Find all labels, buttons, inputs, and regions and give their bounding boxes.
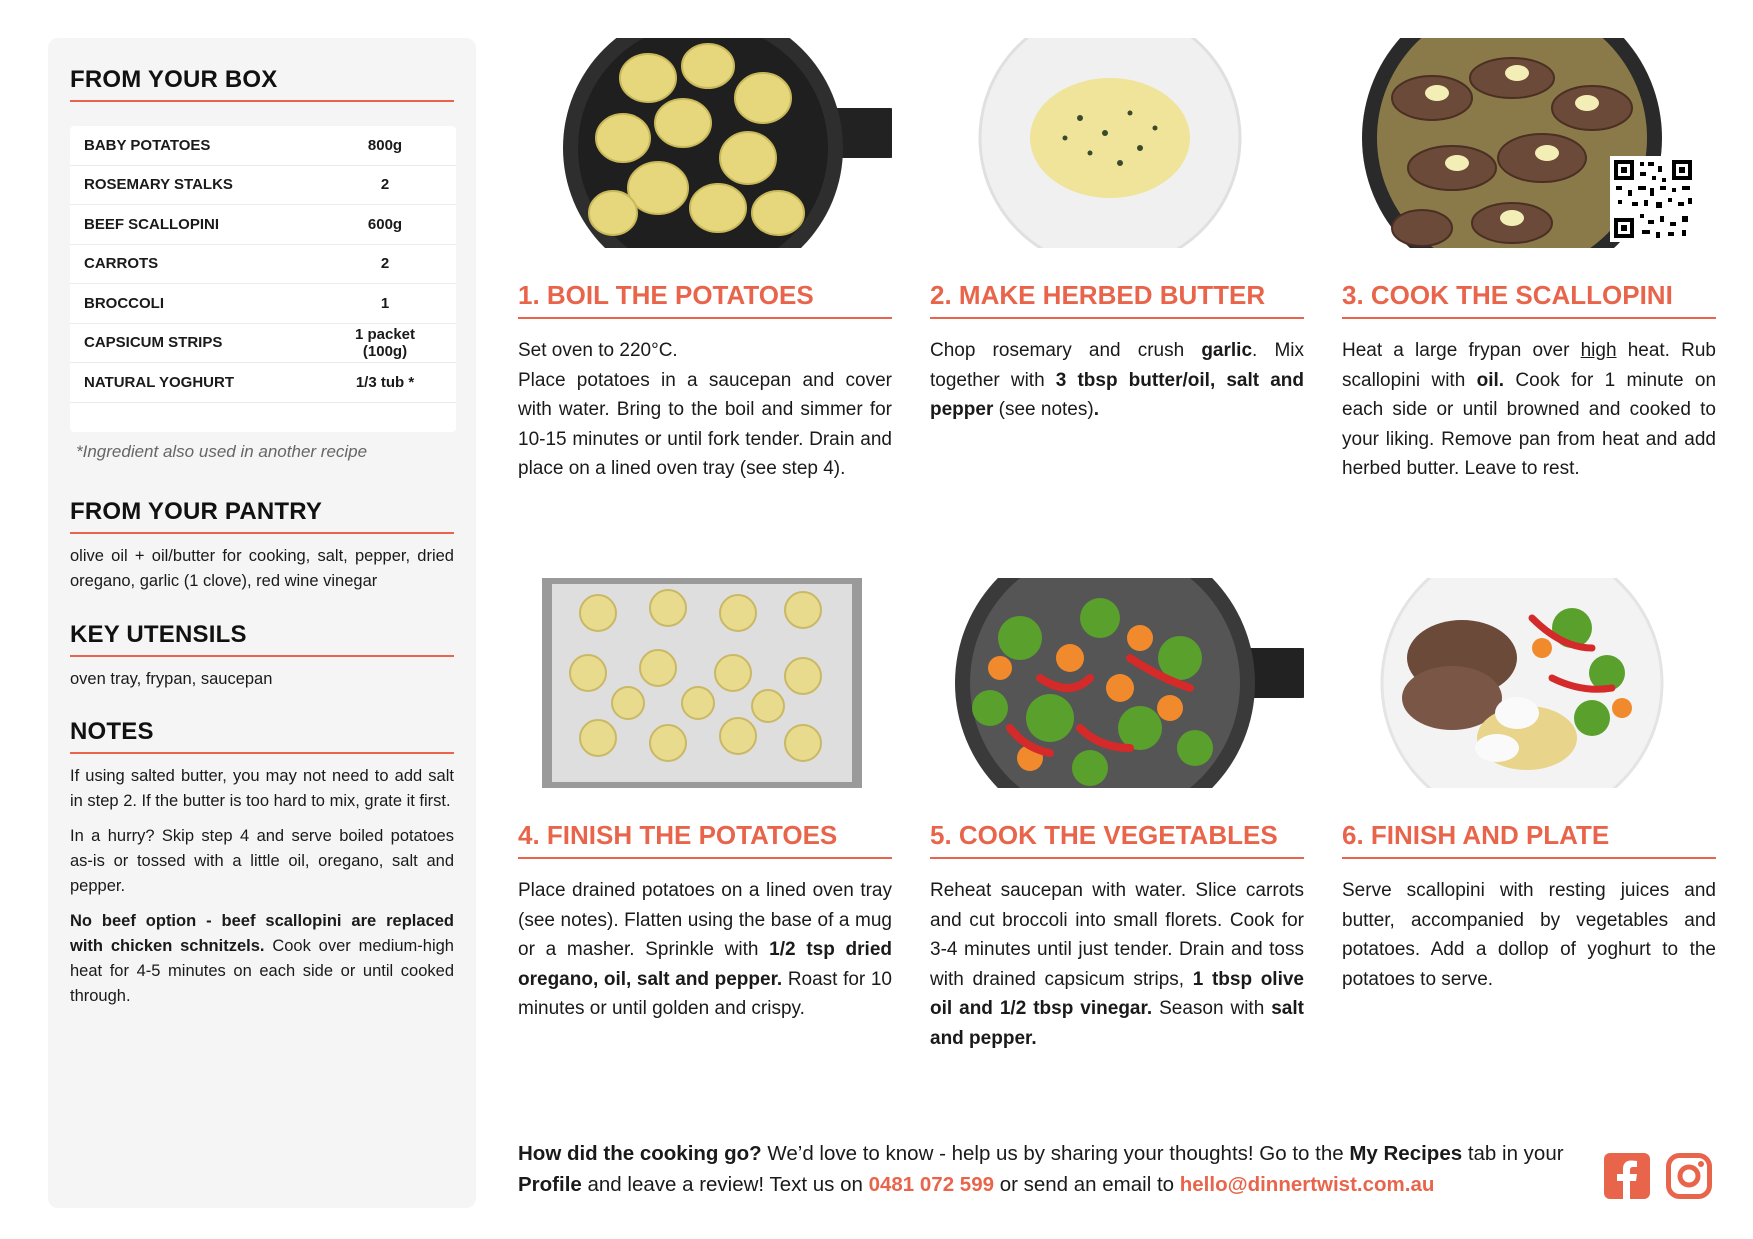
ingredient-name: ROSEMARY STALKS — [84, 176, 233, 194]
step2-bold-a: garlic — [1201, 340, 1253, 361]
step1-text-b: Place potatoes in a saucepan and cover with water. Bring to the boil and simmer for 10-15 minutes or until fork tender. Drain and place on a lined oven tray (see step 4). — [518, 369, 892, 479]
notes-title: NOTES — [70, 718, 454, 754]
ingredient-qty: 2 — [380, 176, 390, 194]
step3-text-a: Heat a large frypan over — [1342, 340, 1581, 361]
notes-p3-bold: No beef option - beef scallopini are replaced with chicken schnitzels. — [70, 912, 454, 955]
step1-text-a: Set oven to 220°C. — [518, 340, 678, 361]
footer-email-link[interactable]: hello@dinnertwist.com.au — [1179, 1173, 1435, 1196]
step2-text-b: . Mix together with — [930, 340, 1304, 391]
notes-section — [70, 718, 454, 1009]
qr-code-icon — [1610, 156, 1696, 242]
table-row — [70, 166, 456, 206]
footer-text-c: and leave a review! Text us on — [581, 1173, 869, 1196]
pantry-text: olive oil + oil/butter for cooking, salt, pepper, dried oregano, garlic (1 clove), red wine vinegar — [70, 547, 454, 590]
step2-bold-b: 3 tbsp butter/oil, salt and pepper — [930, 369, 1304, 420]
step2-title: 2. MAKE HERBED BUTTER — [930, 280, 1304, 319]
step5-title: 5. COOK THE VEGETABLES — [930, 820, 1304, 859]
step5-image — [930, 578, 1304, 788]
step6-text: Serve scallopini with resting juices and butter, accompanied by vegetables and potatoes. Add a dollop of yoghurt to the potatoes to serve. — [1342, 880, 1716, 990]
facebook-icon[interactable] — [1604, 1153, 1650, 1199]
notes-p3 — [70, 909, 454, 1009]
step3-text — [1342, 336, 1716, 484]
notes-p2: In a hurry? Skip step 4 and serve boiled potatoes as-is or tossed with a little oil, oregano, salt and pepper. — [70, 827, 454, 895]
step5-text-b: Season with — [1152, 998, 1272, 1019]
step2-text-a: Chop rosemary and crush — [930, 340, 1202, 361]
box-section — [70, 66, 454, 102]
step2-text — [930, 336, 1304, 425]
table-row — [70, 284, 456, 324]
ingredient-name: BROCCOLI — [84, 294, 164, 312]
step3-text-c: Cook for 1 minute on each side or until browned and cooked to your liking. Remove pan from heat and add herbed butter. Leave to rest. — [1342, 369, 1717, 479]
step1-text — [518, 336, 892, 484]
step4-text — [518, 876, 892, 1024]
utensils-title: KEY UTENSILS — [70, 621, 454, 657]
ingredient-qty: 600g — [367, 215, 403, 233]
step5-bold-a: 1 tbsp olive oil and 1/2 tbsp vinegar. — [930, 968, 1304, 1019]
step6-title: 6. FINISH AND PLATE — [1342, 820, 1716, 859]
step4-text-a: Place drained potatoes on a lined oven tray (see notes). Flatten using the base of a mug or a masher. Sprinkle with — [518, 880, 892, 960]
step4-title: 4. FINISH THE POTATOES — [518, 820, 892, 859]
utensils-text: oven tray, frypan, saucepan — [70, 670, 273, 688]
utensils-section — [70, 621, 454, 692]
ingredient-qty: 1 packet (100g) — [354, 325, 416, 360]
ingredient-qty: 1/3 tub * — [355, 373, 415, 391]
ingredient-name: NATURAL YOGHURT — [84, 373, 234, 391]
table-row — [70, 126, 456, 166]
ingredient-qty: 800g — [367, 136, 403, 154]
step3-underline: high — [1580, 340, 1617, 361]
step3-image — [1342, 38, 1716, 248]
step1-title: 1. BOIL THE POTATOES — [518, 280, 892, 319]
notes-p1: If using salted butter, you may not need to add salt in step 2. If the butter is too hard to mix, grate it first. — [70, 767, 454, 810]
step4-image — [518, 578, 892, 788]
step3-title: 3. COOK THE SCALLOPINI — [1342, 280, 1716, 319]
notes-p3-rest: Cook over medium-high heat for 4-5 minutes on each side or until cooked through. — [70, 937, 454, 1005]
footer-text-b: tab in your — [1462, 1142, 1564, 1165]
step6-image — [1342, 578, 1716, 788]
pantry-section — [70, 498, 454, 594]
table-row — [70, 245, 456, 285]
step5-bold-b: salt and pepper. — [930, 998, 1304, 1049]
pantry-title: FROM YOUR PANTRY — [70, 498, 454, 534]
step5-text-a: Reheat saucepan with water. Slice carrots and cut broccoli into small florets. Cook for 3-4 minutes until just tender. Drain and toss with drained capsicum strips, — [930, 880, 1304, 990]
table-row — [70, 324, 456, 364]
ingredient-name: CAPSICUM STRIPS — [84, 334, 223, 352]
box-title: FROM YOUR BOX — [70, 66, 454, 102]
sidebar — [48, 38, 476, 1208]
ingredient-name: BEEF SCALLOPINI — [84, 215, 220, 233]
table-row — [70, 205, 456, 245]
footer-text-d: or send an email to — [994, 1173, 1180, 1196]
ingredients-table — [70, 126, 456, 432]
step1-image — [518, 38, 892, 248]
ingredient-qty: 1 — [380, 294, 390, 312]
footer-bold-my-recipes: My Recipes — [1349, 1142, 1463, 1165]
footer-bold-profile: Profile — [518, 1173, 582, 1196]
step3-bold: oil. — [1476, 369, 1505, 391]
step3-text-b: heat. Rub scallopini with — [1342, 340, 1716, 391]
step2-text-c: (see notes) — [993, 399, 1094, 420]
step2-bold-c: . — [1093, 399, 1099, 420]
ingredient-name: BABY POTATOES — [84, 136, 211, 154]
step2-image — [930, 38, 1304, 248]
step5-text — [930, 876, 1304, 1053]
table-row — [70, 363, 456, 403]
footer-phone-link[interactable]: 0481 072 599 — [868, 1173, 994, 1196]
footer-feedback — [518, 1138, 1578, 1200]
box-footnote: *Ingredient also used in another recipe — [76, 442, 368, 461]
instagram-icon[interactable] — [1666, 1153, 1712, 1199]
ingredient-name: CARROTS — [84, 255, 159, 273]
step4-bold: 1/2 tsp dried oregano, oil, salt and pepper. — [518, 939, 893, 990]
step4-text-b: Roast for 10 minutes or until golden and crispy. — [518, 968, 892, 1019]
ingredient-qty: 2 — [380, 255, 390, 273]
footer-bold-question: How did the cooking go? — [518, 1142, 762, 1165]
footer-text-a: We’d love to know - help us by sharing your thoughts! Go to the — [761, 1142, 1350, 1165]
